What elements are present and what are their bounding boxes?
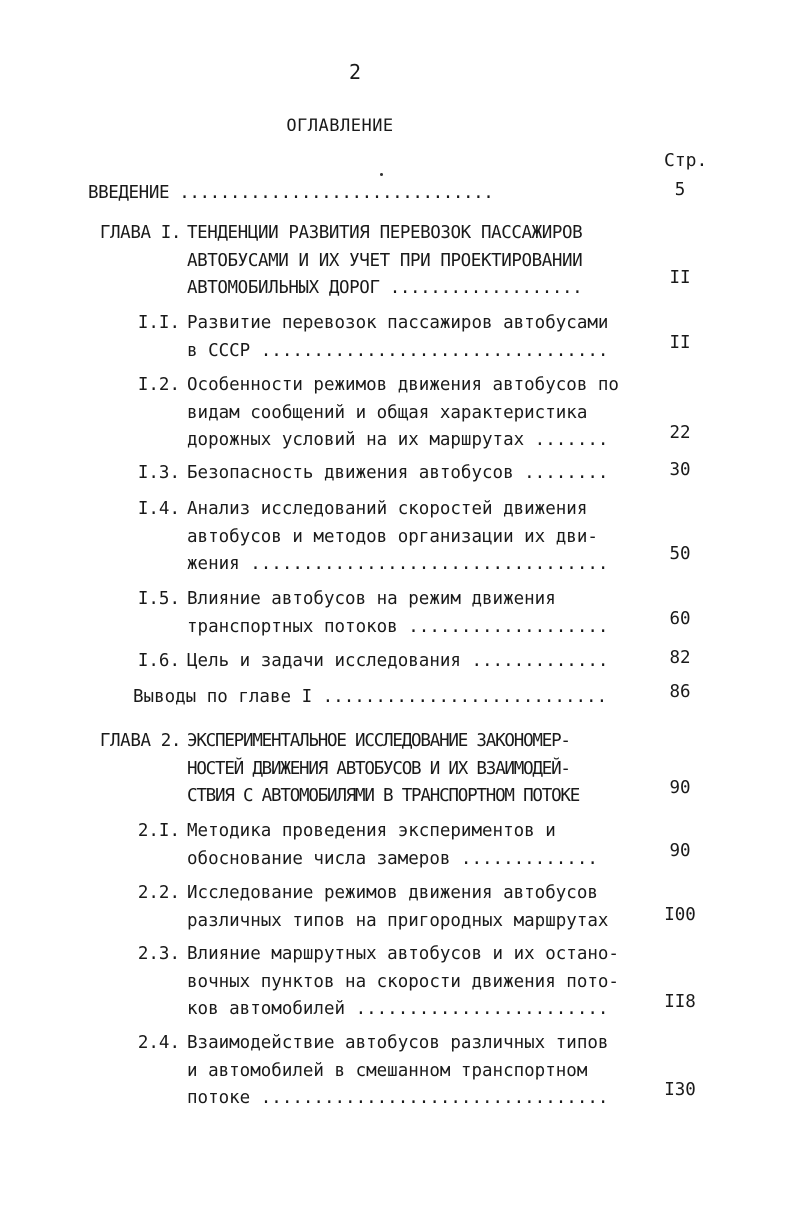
toc-entry-text (187, 310, 608, 365)
toc-line: и автомобилей в смешанном транспортном (187, 1060, 588, 1081)
toc-line: автобусов и методов организации их дви- (187, 526, 598, 547)
toc-entry-number: ГЛАВА 2. (99, 731, 181, 751)
toc-entry-number: I.3. (137, 463, 180, 483)
toc-page-number: 60 (669, 609, 691, 629)
toc-line: ВВЕДЕНИЕ ............................... (88, 183, 494, 203)
toc-line: различных типов на пригородных маршрутах (187, 910, 609, 931)
toc-line: Анализ исследований скоростей движения (187, 499, 588, 519)
toc-line: вочных пунктов на скорости движения пото- (187, 971, 619, 992)
toc-line: в СССР ................................. (187, 340, 609, 361)
toc-entry-number: I.I. (137, 313, 180, 333)
toc-line: транспортных потоков ................... (187, 616, 609, 637)
toc-page-number: I30 (664, 1080, 696, 1100)
toc-line: АВТОМОБИЛЬНЫХ ДОРОГ ................... (187, 278, 583, 298)
toc-entry-text (187, 728, 579, 811)
toc-entry-text (187, 941, 619, 1024)
toc-line: Выводы по главе I ........................... (133, 687, 608, 707)
toc-line: СТВИЯ С АВТОМОБИЛЯМИ В ТРАНСПОРТНОМ ПОТОКЕ (187, 786, 580, 806)
toc-entry-text (187, 818, 598, 873)
toc-page-number: 30 (669, 460, 691, 480)
toc-entry-text (88, 180, 493, 208)
toc-entry-text (187, 460, 608, 488)
page-title: ОГЛАВЛЕНИЕ (286, 116, 394, 136)
toc-line: Цель и задачи исследования ............. (187, 651, 609, 671)
toc-page-number: 90 (669, 778, 691, 798)
toc-page-number: 50 (669, 544, 691, 564)
toc-page-number: II (669, 333, 691, 353)
toc-line: ТЕНДЕНЦИИ РАЗВИТИЯ ПЕРЕВОЗОК ПАССАЖИРОВ (187, 223, 583, 243)
toc-entry-text (133, 684, 607, 712)
toc-entry-text (187, 372, 619, 455)
toc-entry-number: 2.3. (137, 944, 180, 964)
toc-line: видам сообщений и общая характеристика (187, 402, 588, 423)
toc-page-number: II8 (664, 992, 696, 1012)
toc-entry-text (187, 880, 608, 935)
toc-line: Взаимодействие автобусов различных типов (187, 1033, 609, 1053)
toc-entry-text (187, 1030, 608, 1113)
toc-page-number: 90 (669, 841, 691, 861)
toc-line: Влияние автобусов на режим движения (187, 589, 556, 609)
toc-line: жения .................................. (187, 554, 609, 574)
toc-page-number: 5 (674, 180, 686, 200)
toc-page-number: 82 (669, 648, 691, 668)
page-number: 2 (348, 60, 362, 84)
page-column-label: Стр. (664, 150, 708, 171)
scan-speck (380, 173, 383, 176)
toc-line: Влияние маршрутных автобусов и их остано- (187, 944, 619, 964)
toc-page-number: 86 (669, 682, 691, 702)
toc-line: Исследование режимов движения автобусов (187, 883, 598, 903)
toc-page-number: 22 (669, 423, 691, 443)
toc-line: АВТОБУСАМИ И ИХ УЧЕТ ПРИ ПРОЕКТИРОВАНИИ (187, 250, 583, 271)
toc-entry-number: ГЛАВА I. (99, 223, 181, 243)
toc-entry-number: I.4. (137, 499, 180, 519)
toc-entry-number: I.6. (137, 651, 180, 671)
toc-line: обоснование числа замеров ............. (187, 848, 598, 869)
toc-page-number: I00 (664, 905, 696, 925)
toc-page-number: II (669, 268, 691, 288)
toc-line: Методика проведения экспериментов и (187, 821, 556, 841)
toc-entry-text (187, 220, 582, 303)
toc-line: ков автомобилей ........................ (187, 999, 609, 1019)
toc-entry-number: I.5. (137, 589, 180, 609)
toc-line: Развитие перевозок пассажиров автобусами (187, 313, 609, 333)
toc-entry-number: 2.4. (137, 1033, 180, 1053)
toc-entry-text (187, 496, 608, 579)
toc-entry-number: 2.2. (137, 883, 180, 903)
toc-line: Особенности режимов движения автобусов по (187, 375, 619, 395)
toc-entry-number: I.2. (137, 375, 180, 395)
toc-line: Безопасность движения автобусов ........ (187, 463, 609, 483)
toc-line: ЭКСПЕРИМЕНТАЛЬНОЕ ИССЛЕДОВАНИЕ ЗАКОНОМЕР- (187, 731, 570, 751)
toc-line: дорожных условий на их маршрутах ....... (187, 430, 609, 450)
toc-line: НОСТЕЙ ДВИЖЕНИЯ АВТОБУСОВ И ИХ ВЗАИМОДЕЙ- (187, 758, 570, 779)
toc-entry-text (187, 648, 608, 676)
toc-entry-number: 2.I. (137, 821, 180, 841)
toc-entry-text (187, 586, 608, 641)
toc-line: потоке ................................. (187, 1088, 609, 1108)
